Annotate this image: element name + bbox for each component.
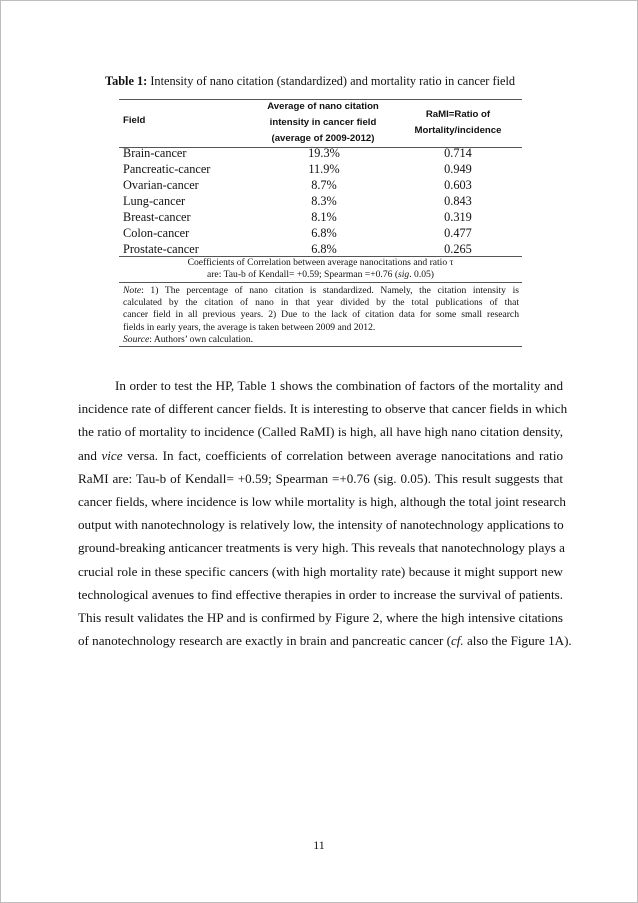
source-text: : Authors’ own calculation.: [149, 333, 254, 345]
note-line: fields in early years, the average is taken between 2009 and 2012.: [123, 321, 376, 333]
paragraph-line: the ratio of mortality to incidence (Called RaMI) is high, all have high nano citation density,: [78, 424, 563, 440]
header-avg-line2: intensity in cancer field: [269, 117, 377, 128]
source-label: Source: [123, 333, 150, 345]
text-a: and: [78, 447, 102, 463]
paragraph-line: [78, 444, 563, 467]
note-line: [123, 285, 519, 297]
correlation-line1: Coefficients of Correlation between average nanocitations and ratio τ: [187, 257, 454, 268]
row-average: 8.1%: [311, 210, 337, 224]
row-average: 6.8%: [311, 242, 337, 256]
row-average: 8.3%: [311, 194, 337, 208]
row-field: Ovarian-cancer: [123, 178, 199, 192]
paragraph-line: ground-breaking anticancer treatments is very high. This reveals that nanotechnology plays a: [78, 540, 565, 556]
text-a: of nanotechnology research are exactly in brain and pancreatic cancer (: [78, 633, 451, 649]
row-field: Lung-cancer: [123, 194, 186, 208]
italic-cf: cf.: [450, 633, 464, 649]
row-average: 19.3%: [308, 146, 340, 160]
paragraph-line: [78, 629, 572, 652]
row-field: Brain-cancer: [123, 146, 187, 160]
row-average: 6.8%: [311, 226, 337, 240]
row-rami: 0.319: [444, 210, 472, 224]
row-rami: 0.603: [444, 178, 472, 192]
table-row: [119, 145, 522, 161]
correlation-sig: sig: [398, 269, 410, 280]
row-rami: 0.843: [444, 194, 472, 208]
correlation-note: [119, 257, 522, 281]
table-row: [119, 225, 522, 241]
table-note: [123, 285, 519, 346]
note-line: calculated by the citation of nano in that year divided by the total publications of that: [123, 297, 519, 309]
header-avg-line1: Average of nano citation: [267, 101, 379, 112]
row-rami: 0.265: [444, 242, 472, 256]
row-field: Prostate-cancer: [123, 242, 199, 256]
paragraph-line: technological avenues to find effective therapies in order to increase the survival of patients.: [78, 586, 563, 602]
table-row: [119, 209, 522, 225]
header-rami-line1: RaMI=Ratio of: [425, 109, 491, 120]
table-caption-text: Intensity of nano citation (standardized) and mortality ratio in cancer field: [147, 74, 516, 88]
header-field: Field: [123, 115, 146, 126]
header-rami-line2: Mortality/incidence: [414, 125, 502, 136]
row-field: Pancreatic-cancer: [123, 162, 211, 176]
row-average: 11.9%: [308, 162, 340, 176]
note-top-rule: [119, 282, 522, 283]
paragraph-line: incidence rate of different cancer fields. It is interesting to observe that cancer fields in which: [78, 401, 568, 417]
page-number: 11: [313, 838, 325, 852]
correlation-text-b: . 0.05): [409, 269, 434, 280]
text-b: also the Figure 1A).: [463, 633, 572, 649]
table-bottom-rule: [119, 346, 522, 347]
paragraph-line: output with nanotechnology is relatively low, the intensity of nanotechnology applications to: [78, 517, 564, 533]
table-caption-label: Table 1:: [105, 74, 148, 88]
table-row: [119, 193, 522, 209]
table-row: [119, 241, 522, 257]
row-field: Breast-cancer: [123, 210, 191, 224]
row-rami: 0.949: [444, 162, 472, 176]
italic-vice: vice: [101, 447, 123, 463]
row-average: 8.7%: [311, 178, 337, 192]
row-rami: 0.477: [444, 226, 472, 240]
correlation-line2: [119, 269, 522, 281]
table-row: [119, 177, 522, 193]
row-field: Colon-cancer: [123, 226, 190, 240]
body-paragraph: [78, 374, 572, 652]
header-rami: [399, 107, 517, 139]
paragraph-line: cancer fields, where incidence is low while mortality is high, although the total joint research: [78, 493, 566, 509]
table-row: [119, 161, 522, 177]
note-label: Note: [123, 285, 142, 296]
header-avg-line3: (average of 2009-2012): [271, 133, 375, 144]
paragraph-line: This result validates the HP and is confirmed by Figure 2, where the high intensive citations: [78, 609, 563, 625]
row-rami: 0.714: [444, 146, 472, 160]
text-b: versa. In fact, coefficients of correlation between average nanocitations and ratio: [122, 447, 563, 463]
source-line: [123, 334, 519, 346]
correlation-text-a: are: Tau-b of Kendall= +0.59; Spearman =+0.76 (: [206, 269, 399, 280]
table-caption: [105, 74, 565, 89]
paragraph-line: In order to test the HP, Table 1 shows the combination of factors of the mortality and: [115, 378, 563, 393]
paragraph-line: crucial role in these specific cancers (with high mortality rate) because it might support new: [78, 563, 563, 579]
note-text: : 1) The percentage of nano citation is standardized. Namely, the citation intensity is: [141, 285, 519, 296]
paragraph-line: RaMI are: Tau-b of Kendall= +0.59; Spearman =+0.76 (sig. 0.05). This result suggests that: [78, 470, 563, 486]
header-average-citation: [257, 99, 389, 147]
note-line: cancer field in all previous years. 2) Due to the lack of citation data for some small research: [123, 309, 519, 321]
